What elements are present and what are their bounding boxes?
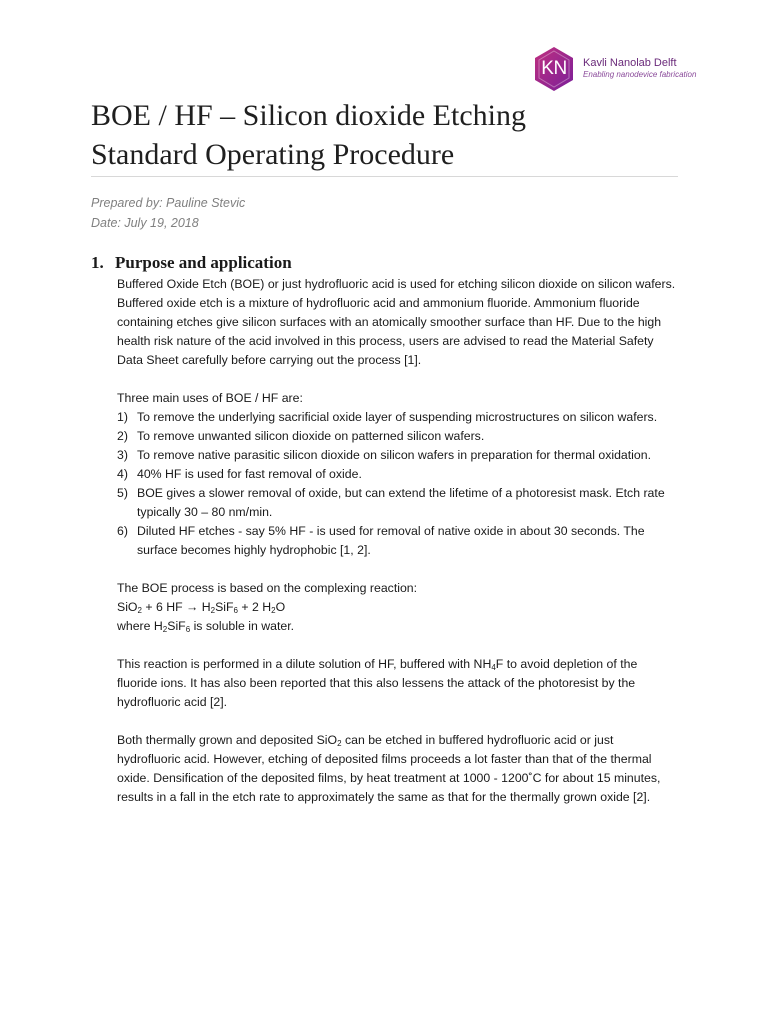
logo-tagline: Enabling nanodevice fabrication	[583, 70, 697, 79]
document-meta	[91, 193, 245, 233]
logo-badge	[531, 46, 577, 92]
list-number: 3)	[117, 448, 128, 462]
list-text: To remove native parasitic silicon dioxide on silicon wafers in preparation for thermal oxidation.	[137, 448, 651, 462]
list-number: 6)	[117, 524, 128, 538]
buffer-paragraph: This reaction is performed in a dilute solution of HF, buffered with $NH_4F$ to avoid depletion of the fluoride ions. It has also been reported that this also lessens the attack of the photoresist by the hydrofluoric acid [2].	[117, 657, 638, 709]
list-item	[117, 465, 677, 484]
list-number: 5)	[117, 486, 128, 500]
section-body	[117, 275, 677, 807]
document-date: Date: July 19, 2018	[91, 216, 199, 230]
list-item	[117, 408, 677, 427]
reaction-equation: SiO$_2$ + 6 HF → $H_2SiF_6 + 2$ $H_2O$	[117, 600, 286, 615]
list-item	[117, 446, 677, 465]
list-number: 4)	[117, 467, 128, 481]
list-item	[117, 484, 677, 522]
list-text: To remove unwanted silicon dioxide on patterned silicon wafers.	[137, 429, 485, 443]
list-item	[117, 427, 677, 446]
uses-list	[117, 408, 677, 560]
list-text: BOE gives a slower removal of oxide, but can extend the lifetime of a photoresist mask. Etch rate typically 30 – 80 nm/min.	[137, 486, 665, 519]
prepared-by: Prepared by: Pauline Stevic	[91, 196, 246, 210]
thermal-paragraph: Both thermally grown and deposited SiO$_2$ can be etched in buffered hydrofluoric acid or just hydrofluoric acid. However, etching of deposited films proceeds a lot faster than that of the thermal oxide. Densification of the deposited films, by heat treatment at 1000 - 1200˚C for about 15 minutes, results in a fall in the etch rate to approximately the same as that for the thermally grown oxide [2].	[117, 733, 661, 804]
list-item	[117, 522, 677, 560]
list-text: To remove the underlying sacrificial oxide layer of suspending microstructures on silicon wafers.	[137, 410, 658, 424]
arrow-icon: →	[186, 600, 199, 614]
intro-paragraph: Buffered Oxide Etch (BOE) or just hydrofluoric acid is used for etching silicon dioxide on silicon wafers. Buffered oxide etch is a mixture of hydrofluoric acid and ammonium fluoride. Ammonium fluoride containing etches give silicon surfaces with an atomically smoother surface than HF. Due to the high health risk nature of the acid involved in this process, users are advised to read the Material Safety Data Sheet carefully before carrying out the process [1].	[117, 277, 676, 367]
list-text: 40% HF is used for fast removal of oxide.	[137, 467, 362, 481]
list-text: Diluted HF etches - say 5% HF - is used for removal of native oxide in about 30 seconds. The surface becomes highly hydrophobic [1, 2].	[137, 524, 645, 557]
section-heading	[91, 253, 292, 273]
title-line-1: BOE / HF – Silicon dioxide Etching	[91, 99, 526, 132]
kavli-logo	[531, 46, 696, 92]
uses-intro: Three main uses of BOE / HF are:	[117, 391, 303, 405]
logo-text	[583, 58, 696, 80]
section-title: Purpose and application	[115, 253, 292, 272]
reaction-intro: The BOE process is based on the complexing reaction:	[117, 581, 418, 595]
title-line-2: Standard Operating Procedure	[91, 138, 455, 171]
document-title	[91, 96, 691, 174]
soluble-note: where $H_2SiF_6$ is soluble in water.	[117, 619, 295, 634]
logo-initials: KN	[541, 58, 567, 79]
logo-name: Kavli Nanolab Delft	[583, 57, 677, 69]
section-number: 1.	[91, 253, 104, 272]
title-divider	[91, 176, 678, 177]
list-number: 1)	[117, 410, 128, 424]
list-number: 2)	[117, 429, 128, 443]
